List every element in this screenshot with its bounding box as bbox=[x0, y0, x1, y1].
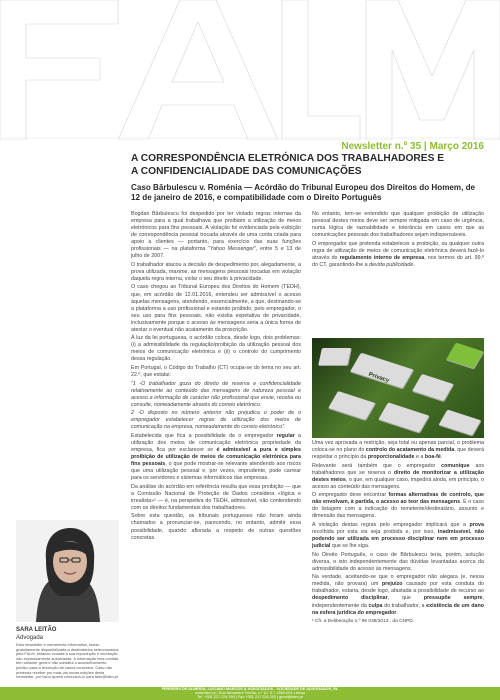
paragraph: O empregador que pretenda estabelecer a proibição, ou qualquer outra regra de utilização de meios de comunicação eletrónica deverá fazê-lo através do regulamento interno de empresa, nos termos do art. 99.º do CT, garantindo-lhe a devida publicidade. bbox=[312, 240, 485, 268]
paragraph: Bogdan Bărbulescu foi despedido por ter violado regras internas da empresa para a qual trabalhava que proibiam a utilização de meios eletrónicos para fins pessoais. A violação foi evidenciada pela exibição de correspondência pessoal trocada através de uma conta criada para apoio a clientes — portanto, para exercício das suas funções profissionais — na plataforma “Yahoo Messenger”, entre 5 e 13 de julho de 2007. bbox=[131, 211, 301, 260]
footnote: ¹ Cfr. a Deliberação n.º 96 038/2013 , da CNPD. bbox=[312, 619, 415, 625]
keyboard-key bbox=[328, 391, 376, 421]
paragraph: Sobre esta questão, os tribunais portugueses não foram ainda chamados a pronunciar-se, parecendo, no entanto, admitir essa possibilidade, quando aflorada a respeito de outras questões concretas. bbox=[131, 513, 301, 541]
paragraph: Em Portugal, o Código do Trabalho (CT) ocupa-se do tema no seu art. 22.º, que estatui: bbox=[131, 364, 301, 379]
keyboard-key bbox=[446, 343, 484, 370]
author-role: Advogada bbox=[16, 635, 44, 641]
footer-address: www.falm.pt | Rua Alexandre Ferrão, n.º 10, 5.º, 1600-001 Lisboa bbox=[195, 691, 305, 696]
keyboard-key bbox=[350, 353, 415, 390]
logo-letter-f bbox=[0, 0, 118, 140]
logo-letter-a bbox=[118, 0, 278, 140]
footer-company: FERREIRA DE ALMEIDA, LUCIANO MARCOS & ASSOCIADOS - SOCIEDADE DE ADVOGADOS, RL bbox=[161, 687, 339, 691]
footer-contacts: Tel. +351 217 224 390 | Fax +351 217 224 201 | geral@falm.pt bbox=[197, 695, 303, 700]
paragraph: No entanto, tem-se entendido que qualquer proibição de utilização pessoal destes meios deve ser sempre mitigada em caso de urgência, numa lógica de razoabilidade e tolerância em casos em que as comunicações pessoais dos trabalhadores sejam indispensáveis. bbox=[312, 211, 484, 239]
article-column-left bbox=[131, 211, 301, 543]
paragraph: À luz da lei portuguesa, o acórdão coloca, desde logo, dois problemas: (i) a admissibilidade da regulação/proibição da utilização pessoal dos meios de comunicação eletrónica e (ii) o controlo do cumprimento dessa regulação. bbox=[131, 335, 301, 363]
paragraph: Estabelecida que fica a possibilidade de o empregador regular a utilização dos meios de comunicação eletrónica propriedade da empresa, fica por esclarecer se é admissível a pura e simples proibição de utilização de meios de comunicação eletrónica para fins pessoais, o que pode mostrar-se relevante atendendo aos riscos que uma utilização pessoal e, por vezes, imprudente, pode carrear para os servidores e sistemas informáticos das empresas. bbox=[131, 432, 301, 482]
author-portrait-icon bbox=[16, 520, 119, 622]
keyboard-privacy-image bbox=[312, 338, 484, 438]
paragraph: O empregador deve encontrar formas alternativas de controlo, que não envolvam, à partida, o acesso ao teor das mensagens. É o caso do listagem com a indicação do remetente/destinatário, assunto e dimensão das mensagens. bbox=[312, 492, 484, 520]
paragraph: No Direito Português, o caso de Bărbulescu teria, porém, solução diversa, e isto independentemente das dúvidas levantadas acerca da admissibilidade do acesso às mensagens. bbox=[312, 551, 484, 572]
paragraph: O caso chegou ao Tribunal Europeu dos Direitos do Homem (TEDH), que, em acórdão de 12.01.2016, entendeu ser admissível o acesso àquelas mensagens, atendendo, essencialmente, a que, destinando-se a plataforma a uso profissional e estando proibido, pelo empregador, o seu uso para fins pessoais, não existia expetativa de privacidade, inclusivamente porque o acesso às mensagens seria a única forma de atestar o eventual não acatamento da proscrição. bbox=[131, 284, 301, 333]
paragraph: Uma vez aprovada a restrição, seja total ou apenas parcial, o problema coloca-se no plano do controlo do acatamento da medida, que deverá respeitar o princípio da proporcionalidade e a boa-fé. bbox=[312, 440, 484, 461]
paragraph: Da análise do acórdão em referência resulta que essa proibição — que a Comissão Nacional de Proteção de Dados considera «lógica e irrealista»¹ — é, na perspetiva do TEDH, admissível, não contendendo com os direitos fundamentais dos trabalhadores. bbox=[131, 483, 301, 511]
author-photo bbox=[16, 520, 119, 622]
paragraph: O trabalhador atacou a decisão de despedimento por, alegadamente, a prova utilizada, maxime, as mensagens pessoais trocadas em violação daquela regra interna, violar o seu direito à privacidade. bbox=[131, 261, 301, 282]
privacy-key-label: Privacy bbox=[367, 371, 390, 385]
keyboard-key bbox=[318, 348, 352, 366]
logo-letter-m bbox=[366, 0, 500, 140]
paragraph: Na verdade, aceitando-se que o empregador não alegara (e, nessa medida, não provara) um prejuízo causado por esta conduta do trabalhador, estaria, desde logo, afastada a possibilidade de recurso ao despedimento disciplinar, que pressupõe sempre, independentemente da culpa do trabalhador, a existência de um dano na esfera jurídica do empregador. bbox=[312, 574, 484, 616]
newsletter-issue: Newsletter n.º 35 | Março 2016 bbox=[341, 141, 484, 152]
keyboard-key bbox=[438, 409, 481, 436]
falm-logo bbox=[0, 0, 500, 140]
article-title-line-1: A CORRESPONDÊNCIA ELETRÓNICA DOS TRABALHADORES E bbox=[131, 153, 444, 164]
article-title-line-2: A CONFIDENCIALIDADE DAS COMUNICAÇÕES bbox=[131, 165, 362, 177]
article-column-right-lower bbox=[312, 440, 484, 627]
newsletter-disclaimer: Esta newsletter é meramente informativa, sendo gratuitamente disponibilizada a destinatários seleccionados pela FALM, estando vedada a sua reprodução e circulação não expressamente autorizadas. A informação nela contida tem carácter geral e não substitui o aconselhamento jurídico para a resolução de casos concretos. Caso não pretenda receber por mais via novas edições desta newsletter, por favor queira comunicá-lo para falm@falm.pt bbox=[16, 642, 119, 680]
law-quote: “1 -O trabalhador goza do direito de reserva e confidencialidade relativamente ao conteúdo das mensagens de natureza pessoal e acesso a informação de carácter não profissional que envie, receba ou consulte, nomeadamente através do correio eletrónico. bbox=[131, 380, 301, 408]
paragraph: Relevante será também que o empregador comunique aos trabalhadores que se reserva o direito de monitorizar a utilização destes meios, o que, em qualquer caso, impedirá ainda, em princípio, o acesso ao conteúdo das mensagens. bbox=[312, 462, 485, 490]
page-footer bbox=[0, 687, 500, 700]
article-title bbox=[131, 153, 481, 178]
law-quote: 2 -O disposto no número anterior não prejudica o poder de o empregador estabelecer regras de utilização dos meios de comunicação na empresa, nomeadamente do correio eletrónico”. bbox=[131, 410, 301, 431]
author-name: SARA LEITÃO bbox=[16, 627, 57, 633]
article-subtitle: Caso Bărbulescu v. Roménia — Acórdão do Tribunal Europeu dos Direitos do Homem, de 12 de janeiro de 2016, e compatibilidade com o Direito Português bbox=[131, 183, 476, 203]
keyboard-key bbox=[412, 374, 455, 402]
logo-letter-l bbox=[282, 0, 360, 140]
paragraph: A violação destas regras pelo empregador implicará que a prova recolhida por esta via seja proibida e, por isso, inadmissível, não podendo ser utilizada em processo disciplinar nem em processo judicial que se lhe siga. bbox=[312, 522, 484, 550]
article-column-right bbox=[312, 211, 484, 270]
keyboard-key bbox=[378, 402, 430, 433]
